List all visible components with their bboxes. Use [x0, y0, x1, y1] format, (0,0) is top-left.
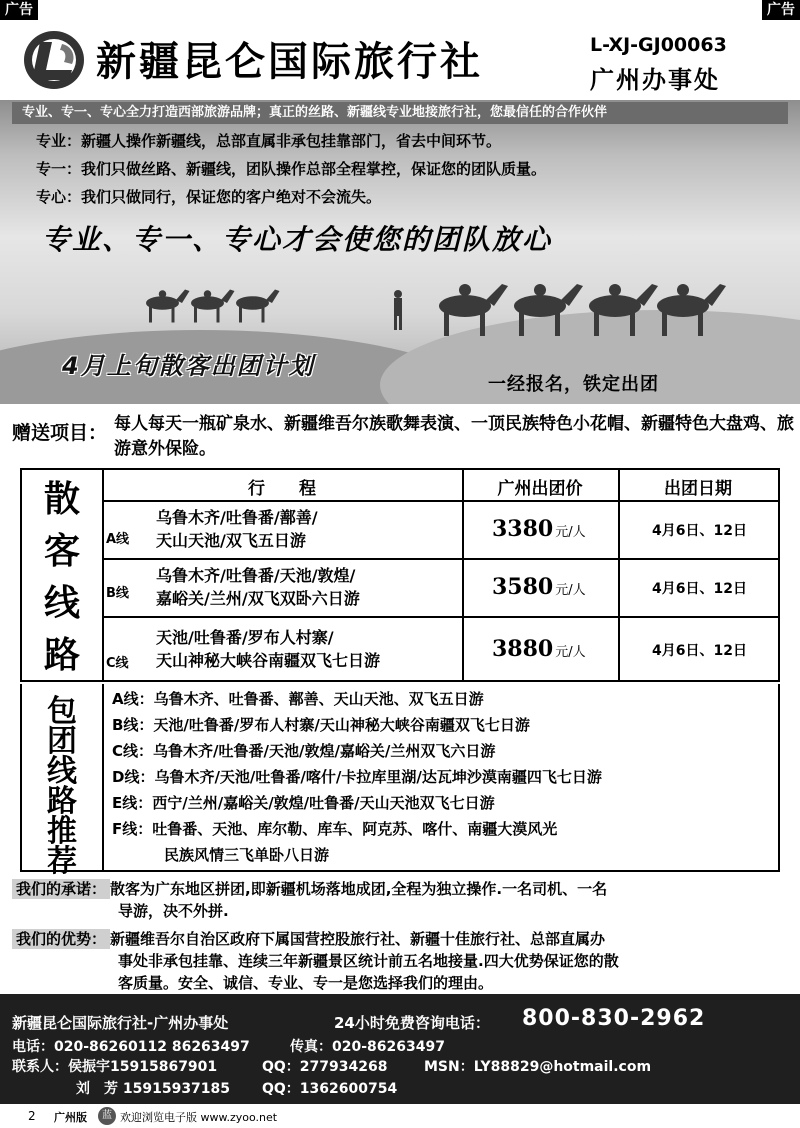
feature-professional: 专业：新疆人操作新疆线，总部直属非承包挂靠部门，省去中间环节。 [36, 132, 502, 150]
header [0, 22, 800, 98]
group-route: E线：西宁/兰州/嘉峪关/敦煌/吐鲁番/天山天池双飞七日游 [112, 794, 495, 812]
company-logo-icon [22, 28, 86, 92]
route-line: 乌鲁木齐/吐鲁番/天池/敦煌/ [156, 566, 356, 585]
fax: 传真：020-86263497 [290, 1039, 445, 1055]
price-cell [492, 574, 586, 600]
license-code: L-XJ-GJ00063 [590, 34, 727, 56]
side-char: 线 [43, 583, 80, 624]
side-char: 路 [47, 784, 77, 819]
ad-tag-left: 广告 [0, 0, 38, 20]
date-cell: 4月6日、12日 [652, 643, 747, 659]
col-price-header: 广州出团价 [497, 479, 583, 499]
date-cell: 4月6日、12日 [652, 581, 747, 597]
group-tour-section [20, 684, 780, 879]
side-char: 路 [43, 635, 80, 676]
advantage-text: 客质量。安全、诚信、专业、专一是您选择我们的理由。 [118, 974, 494, 992]
route-label: A线 [106, 532, 130, 547]
promise-text: 散客为广东地区拼团,即新疆机场落地成团,全程为独立操作.一名司机、一名 [110, 880, 608, 898]
contact-footer [0, 994, 800, 1104]
price-unit: 元/人 [555, 583, 586, 598]
price-value: 3880 [492, 636, 554, 662]
telephone: 电话：020-86260112 86263497 [12, 1039, 250, 1055]
gift-section [0, 410, 800, 466]
group-route: F线：吐鲁番、天池、库尔勒、库车、阿克苏、喀什、南疆大漠风光 [112, 820, 558, 838]
qq-number: QQ：277934268 [262, 1059, 388, 1075]
departure-plan-title: 4月上旬散客出团计划 [62, 352, 315, 380]
price-unit: 元/人 [555, 525, 586, 540]
qq-number: QQ：1362600754 [262, 1081, 398, 1097]
contact-person: 刘 芳 15915937185 [76, 1081, 231, 1097]
ad-tag-right: 广告 [762, 0, 800, 20]
group-route: 民族风情三飞单卧八日游 [164, 846, 330, 864]
company-name: 新疆昆仑国际旅行社 [96, 39, 483, 85]
advantage-block [12, 928, 619, 994]
scattered-tour-table [20, 468, 780, 682]
footer-company: 新疆昆仑国际旅行社-广州办事处 [12, 1014, 229, 1032]
route-line: 天山神秘大峡谷南疆双飞七日游 [156, 651, 381, 670]
contact-person: 联系人：侯振宇15915867901 [12, 1059, 218, 1075]
route-line: 天山天池/双飞五日游 [156, 531, 306, 550]
edition: 广州版 [54, 1111, 87, 1124]
slogan-bar: 专业、专一、专心全力打造西部旅游品牌；真正的丝路、新疆线专业地接旅行社，您最信任的合作伙伴 [12, 102, 788, 124]
feature-focused: 专一：我们只做丝路、新疆线，团队操作总部全程掌控，保证您的团队质量。 [36, 160, 547, 178]
group-route: C线：乌鲁木齐/吐鲁番/天池/敦煌/嘉峪关/兰州双飞六日游 [112, 742, 496, 760]
side-char: 推 [47, 814, 77, 849]
promise-text: 导游，决不外拼. [118, 902, 229, 920]
side-char: 包 [47, 694, 77, 729]
route-line: 嘉峪关/兰州/双飞双卧六日游 [156, 589, 360, 608]
page-bottom [0, 1104, 800, 1128]
office-name: 广州办事处 [590, 66, 720, 94]
col-date-header: 出团日期 [664, 479, 732, 499]
price-cell [492, 516, 586, 542]
feature-dedicated: 专心：我们只做同行，保证您的客户绝对不会流失。 [36, 188, 382, 206]
side-char: 散 [43, 479, 80, 520]
route-label: B线 [106, 586, 129, 601]
group-route: D线：乌鲁木齐/天池/吐鲁番/喀什/卡拉库里湖/达瓦坤沙漠南疆四飞七日游 [112, 768, 602, 786]
hotline-number: 800-830-2962 [522, 1006, 706, 1031]
route-line: 天池/吐鲁番/罗布人村寨/ [156, 628, 334, 647]
promise-block [12, 878, 607, 922]
side-char: 线 [47, 754, 77, 789]
gift-label: 赠送项目： [12, 422, 108, 444]
advantage-text: 新疆维吾尔自治区政府下属国营控股旅行社、新疆十佳旅行社、总部直属办 [110, 930, 606, 948]
camel-caravan-icon [130, 270, 730, 340]
msn-address[interactable]: MSN：LY88829@hotmail.com [424, 1059, 652, 1075]
price-cell [492, 636, 586, 662]
price-value: 3580 [492, 574, 554, 600]
motto: 专业、专一、专心才会使您的团队放心 [42, 223, 553, 256]
price-value: 3380 [492, 516, 554, 542]
banner [0, 100, 800, 404]
group-route: B线：天池/吐鲁番/罗布人村寨/天山神秘大峡谷南疆双飞七日游 [112, 716, 530, 734]
guarantee-text: 一经报名，铁定出团 [488, 374, 659, 395]
hotline-label: 24小时免费咨询电话： [334, 1014, 490, 1032]
edition-badge-icon: 蓝 [98, 1107, 116, 1125]
date-cell: 4月6日、12日 [652, 523, 747, 539]
promise-label: 我们的承诺： [12, 879, 110, 899]
side-char: 客 [43, 531, 80, 572]
route-line: 乌鲁木齐/吐鲁番/鄯善/ [156, 508, 318, 527]
gift-text: 每人每天一瓶矿泉水、新疆维吾尔族歌舞表演、一顶民族特色小花帽、新疆特色大盘鸡、旅游意外保险。 [114, 414, 794, 459]
website-note[interactable]: 欢迎浏览电子版 www.zyoo.net [120, 1111, 278, 1124]
side-char: 荐 [47, 844, 77, 879]
group-route: A线：乌鲁木齐、吐鲁番、鄯善、天山天池、双飞五日游 [112, 690, 484, 708]
page-number: 2 [28, 1109, 36, 1123]
advantage-label: 我们的优势： [12, 929, 110, 949]
side-char: 团 [47, 724, 77, 759]
route-label: C线 [106, 656, 129, 671]
advantage-text: 事处非承包挂靠、连续三年新疆景区统计前五名地接量.四大优势保证您的散 [118, 952, 619, 970]
col-route-header: 行 程 [248, 479, 316, 499]
price-unit: 元/人 [555, 645, 586, 660]
